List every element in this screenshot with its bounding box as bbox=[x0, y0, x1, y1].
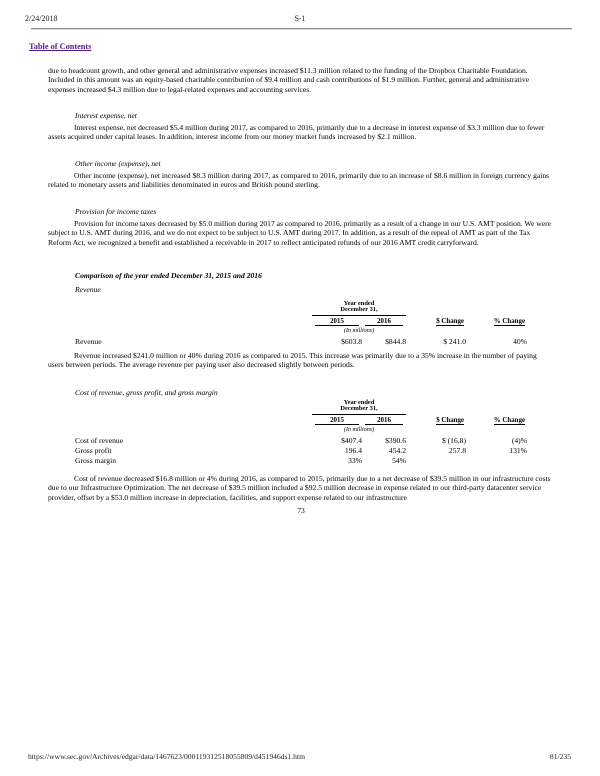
table-row bbox=[75, 445, 527, 455]
section-heading-other-income: Other income (expense), net bbox=[75, 159, 161, 168]
table-row bbox=[75, 455, 527, 465]
print-header-title: S-1 bbox=[294, 14, 306, 23]
section-heading-interest-expense: Interest expense, net bbox=[75, 111, 137, 120]
cell-dollar-change: $ (16.8) bbox=[441, 436, 466, 445]
cell-2015: 196.4 bbox=[344, 446, 362, 455]
cell-2016: $844.8 bbox=[385, 337, 406, 346]
cell-pct-change bbox=[466, 455, 527, 465]
document-page-number: 73 bbox=[297, 506, 305, 515]
section-heading-revenue: Revenue bbox=[75, 285, 101, 294]
cell-2016: 54% bbox=[392, 456, 406, 465]
cell-2015: $603.8 bbox=[341, 337, 362, 346]
column-header-2015: 2015 bbox=[312, 415, 362, 426]
cell-dollar-change bbox=[406, 455, 466, 465]
table-row bbox=[75, 334, 527, 346]
body-paragraph: Cost of revenue decreased $16.8 million or 4% during 2016, as compared to 2015, primarily due to a net decrease of $39.5 million in our infrastructure costs due to our Infrastructure Optimization. The net decrease of $39.5 million included a $92.5 million decrease in expense related to our third-party datacenter service provider, offset by a $53.0 million increase in depreciation, facilities, and support expense related to our infrastructure bbox=[48, 474, 551, 502]
table-header-row bbox=[75, 301, 527, 316]
cell-dollar-change: $ 241.0 bbox=[443, 337, 466, 346]
table-units-row bbox=[75, 425, 527, 433]
print-header-date: 2/24/2018 bbox=[25, 14, 58, 23]
cell-2015: 33% bbox=[348, 456, 362, 465]
body-paragraph: Interest expense, net decreased $5.4 million during 2017, as compared to 2016, primarily due to a decrease in interest expense of $3.3 million due to fewer assets acquired under capital leases. In addition, interest income from our money market funds increased by $2.1 million. bbox=[48, 123, 545, 142]
revenue-table bbox=[75, 301, 527, 346]
body-paragraph: Revenue increased $241.0 million or 40% during 2016 as compared to 2015. This increase was primarily due to a 35% increase in the number of paying users between periods. The average revenue per paying user also decreased slightly between periods. bbox=[48, 351, 537, 370]
cell-dollar-change: 257.8 bbox=[448, 446, 466, 455]
table-row bbox=[75, 433, 527, 445]
section-heading-comparison: Comparison of the year ended December 31, 2015 and 2016 bbox=[75, 271, 262, 280]
cell-label: Gross profit bbox=[75, 446, 112, 455]
units-note: (In millions) bbox=[343, 427, 375, 433]
cell-2015: $407.4 bbox=[341, 436, 362, 445]
cell-pct-change: 40% bbox=[513, 337, 527, 346]
print-footer-page-indicator: 81/235 bbox=[549, 752, 571, 761]
column-header-2016: 2016 bbox=[362, 316, 406, 327]
cell-label: Revenue bbox=[75, 337, 102, 346]
table-column-headers bbox=[75, 316, 527, 327]
table-column-headers bbox=[75, 415, 527, 426]
units-note: (In millions) bbox=[343, 328, 375, 334]
table-span-header: Year ended December 31, bbox=[312, 400, 406, 415]
cost-table bbox=[75, 400, 527, 465]
section-heading-income-taxes: Provision for income taxes bbox=[75, 207, 157, 216]
column-header-pct-change: % Change bbox=[493, 317, 525, 325]
body-paragraph: Provision for income taxes decreased by $5.0 million during 2017 as compared to 2016, primarily as a result of a change in our U.S. AMT position. We were subject to U.S. AMT during 2016, and we do not expect to be subject to U.S. AMT during 2017. In addition, as a result of the repeal of AMT as part of the Tax Reform Act, we recognized a benefit and established a receivable in 2017 to reflect anticipated refunds of our 2016 AMT credit carryforward. bbox=[48, 219, 551, 247]
column-header-dollar-change: $ Change bbox=[436, 416, 464, 424]
cell-label: Gross margin bbox=[75, 456, 116, 465]
document-body bbox=[48, 0, 554, 776]
table-of-contents-link[interactable]: Table of Contents bbox=[29, 42, 92, 51]
column-header-2016: 2016 bbox=[362, 415, 406, 426]
body-paragraph: due to headcount growth, and other general and administrative expenses increased $11.3 million related to the funding of the Dropbox Charitable Foundation. Included in this amount was an equity-based charitable contribution of $9.4 million and cash contributions of $1.9 million. Further, general and administrative expenses increased $4.3 million due to legal-related expenses and accounting services. bbox=[48, 66, 530, 94]
body-paragraph: Other income (expense), net increased $8.3 million during 2017, as compared to 2016, primarily due to an increase of $8.6 million in foreign currency gains related to monetary assets and liabilities denominated in euros and British pound sterling. bbox=[48, 171, 550, 190]
cell-label: Cost of revenue bbox=[75, 436, 124, 445]
column-header-dollar-change: $ Change bbox=[436, 317, 464, 325]
cell-pct-change: 131% bbox=[509, 446, 527, 455]
print-footer-url: https://www.sec.gov/Archives/edgar/data/1467623/000119312518055809/d451946ds1.htm bbox=[28, 752, 306, 761]
table-span-header: Year ended December 31, bbox=[312, 301, 406, 316]
section-heading-cost-of-revenue: Cost of revenue, gross profit, and gross margin bbox=[75, 388, 218, 397]
table-header-row bbox=[75, 400, 527, 415]
column-header-2015: 2015 bbox=[312, 316, 362, 327]
column-header-pct-change: % Change bbox=[493, 416, 525, 424]
cell-2016: $390.6 bbox=[385, 436, 406, 445]
cell-2016: 454.2 bbox=[388, 446, 406, 455]
table-units-row bbox=[75, 326, 527, 334]
cell-pct-change: (4)% bbox=[511, 436, 527, 445]
